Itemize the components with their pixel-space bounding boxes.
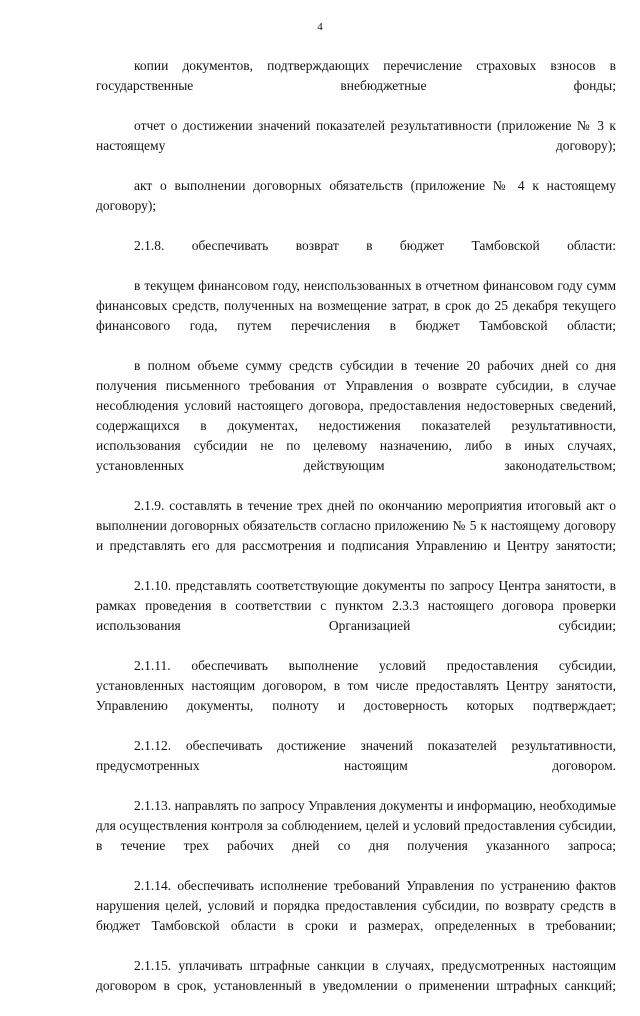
paragraph: 2.1.14. обеспечивать исполнение требований Управления по устранению фактов нарушения целей, условий и порядка предоставления субсидии, по возврату средств в бюджет Тамбовской области в сроки и размерах, определенных в требовании; [96,878,616,933]
page-number: 4 [317,21,323,33]
paragraph: 2.1.11. обеспечивать выполнение условий предоставления субсидии, установленных настоящим договором, в том числе предоставлять Центру занятости, Управлению документы, полноту и достоверность которых подтверждает; [96,658,616,713]
paragraph: отчет о достижении значений показателей результативности (приложение № 3 к настоящему договору); [96,118,616,153]
paragraph: 2.1.15. уплачивать штрафные санкции в случаях, предусмотренных настоящим договором в срок, установленный в уведомлении о применении штрафных санкций; [96,958,616,993]
paragraph: 2.1.9. составлять в течение трех дней по окончанию мероприятия итоговый акт о выполнении договорных обязательств согласно приложению № 5 к настоящему договору и представлять его для рассмотрения и подписания Управлению и Центру занятости; [96,498,616,553]
paragraph: в текущем финансовом году, неиспользованных в отчетном финансовом году сумм финансовых средств, полученных на возмещение затрат, в срок до 25 декабря текущего финансового года, путем перечисления в бюджет Тамбовской области; [96,278,616,333]
paragraph: копии документов, подтверждающих перечисление страховых взносов в государственные внебюджетные фонды; [96,58,616,93]
document-body [96,56,616,1016]
paragraph: 2.1.10. представлять соответствующие документы по запросу Центра занятости, в рамках проведения в соответствии с пунктом 2.3.3 настоящего договора проверки использования Организацией субсидии; [96,578,616,633]
paragraph: 2.1.12. обеспечивать достижение значений показателей результативности, предусмотренных настоящим договором. [96,738,616,773]
paragraph: акт о выполнении договорных обязательств (приложение № 4 к настоящему договору); [96,178,616,213]
paragraph: 2.1.13. направлять по запросу Управления документы и информацию, необходимые для осуществления контроля за соблюдением, целей и условий предоставления субсидии, в течение трех рабочих дней со дня получения указанного запроса; [96,798,616,853]
paragraph: 2.1.8. обеспечивать возврат в бюджет Тамбовской области: [134,238,616,253]
paragraph: в полном объеме сумму средств субсидии в течение 20 рабочих дней со дня получения письменного требования от Управления о возврате субсидии, в случае несоблюдения условий настоящего договора, предоставления недостоверных сведений, содержащихся в документах, недостижения показателей результативности, использования субсидии не по целевому назначению, либо в иных случаях, установленных действующим законодательством; [96,358,616,473]
